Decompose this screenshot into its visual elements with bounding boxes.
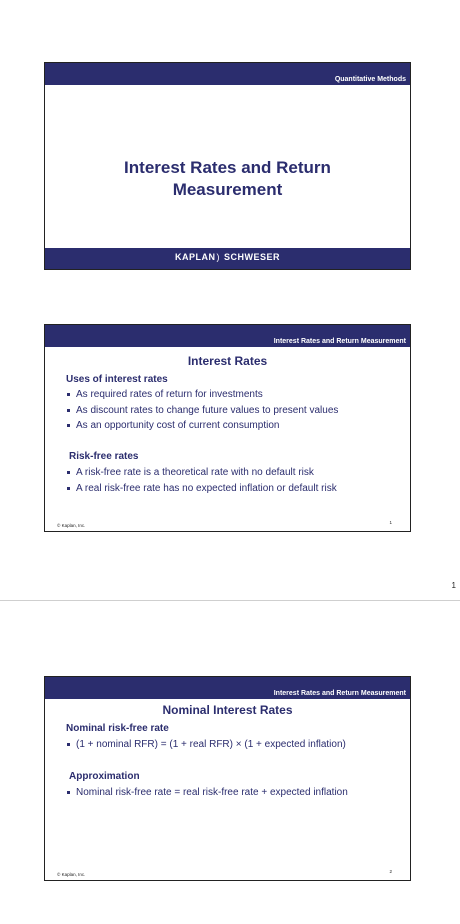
logo-text-schweser: SCHWESER [224,252,281,262]
title-line-2: Measurement [172,180,283,199]
bullet-item [67,483,337,494]
logo-text-kaplan: KAPLAN [174,252,216,262]
bullet-text: As required rates of return for investments [76,389,263,400]
slide-footer-bar [45,248,410,269]
bullet-icon [67,743,70,746]
kaplan-schweser-logo [45,252,410,262]
slide-header-bar [45,63,410,85]
section-heading: Risk-free rates [69,451,139,462]
slide-header-title: Quantitative Methods [334,76,406,83]
bullet-item [67,739,346,750]
presentation-title [45,157,410,201]
bullet-text: As discount rates to change future values to present values [76,405,339,416]
bullet-icon [67,471,70,474]
bullet-text: (1 + nominal RFR) = (1 + real RFR) × (1 + expected inflation) [76,739,346,750]
bullet-icon [67,424,70,427]
bullet-text: A real risk-free rate has no expected inflation or default risk [76,483,337,494]
bullet-text: A risk-free rate is a theoretical rate with no default risk [76,467,314,478]
slide-header-title: Interest Rates and Return Measurement [273,338,406,345]
section-heading: Nominal risk-free rate [66,723,169,734]
bullet-item [67,787,348,798]
slide-header-title: Interest Rates and Return Measurement [273,690,406,697]
bullet-icon [67,791,70,794]
bullet-icon [67,393,70,396]
bullet-item [67,405,338,416]
page-divider [0,600,460,601]
slide-title: Nominal Interest Rates [162,703,293,717]
page-number: 1 [451,581,456,590]
bullet-item [67,389,263,400]
bullet-icon [67,487,70,490]
slide-header-bar [45,325,410,347]
title-line-1: Interest Rates and Return [124,158,331,177]
bullet-item [67,467,314,478]
bullet-text: As an opportunity cost of current consumption [76,420,280,431]
slide-interest-rates [44,324,411,532]
slide-nominal-interest-rates [44,676,411,881]
bullet-icon [67,409,70,412]
slide-title: Interest Rates [187,354,268,368]
bullet-item [67,420,279,431]
slide-number: 1 [389,520,392,525]
title-slide [44,62,411,270]
section-heading: Approximation [69,771,140,782]
logo-mark: ) [216,252,220,262]
slide-number: 2 [389,869,392,874]
copyright-text: © Kaplan, Inc. [57,872,86,877]
copyright-text: © Kaplan, Inc. [57,523,86,528]
bullet-text: Nominal risk-free rate = real risk-free rate + expected inflation [76,787,348,798]
section-heading: Uses of interest rates [66,374,168,385]
slide-header-bar [45,677,410,699]
